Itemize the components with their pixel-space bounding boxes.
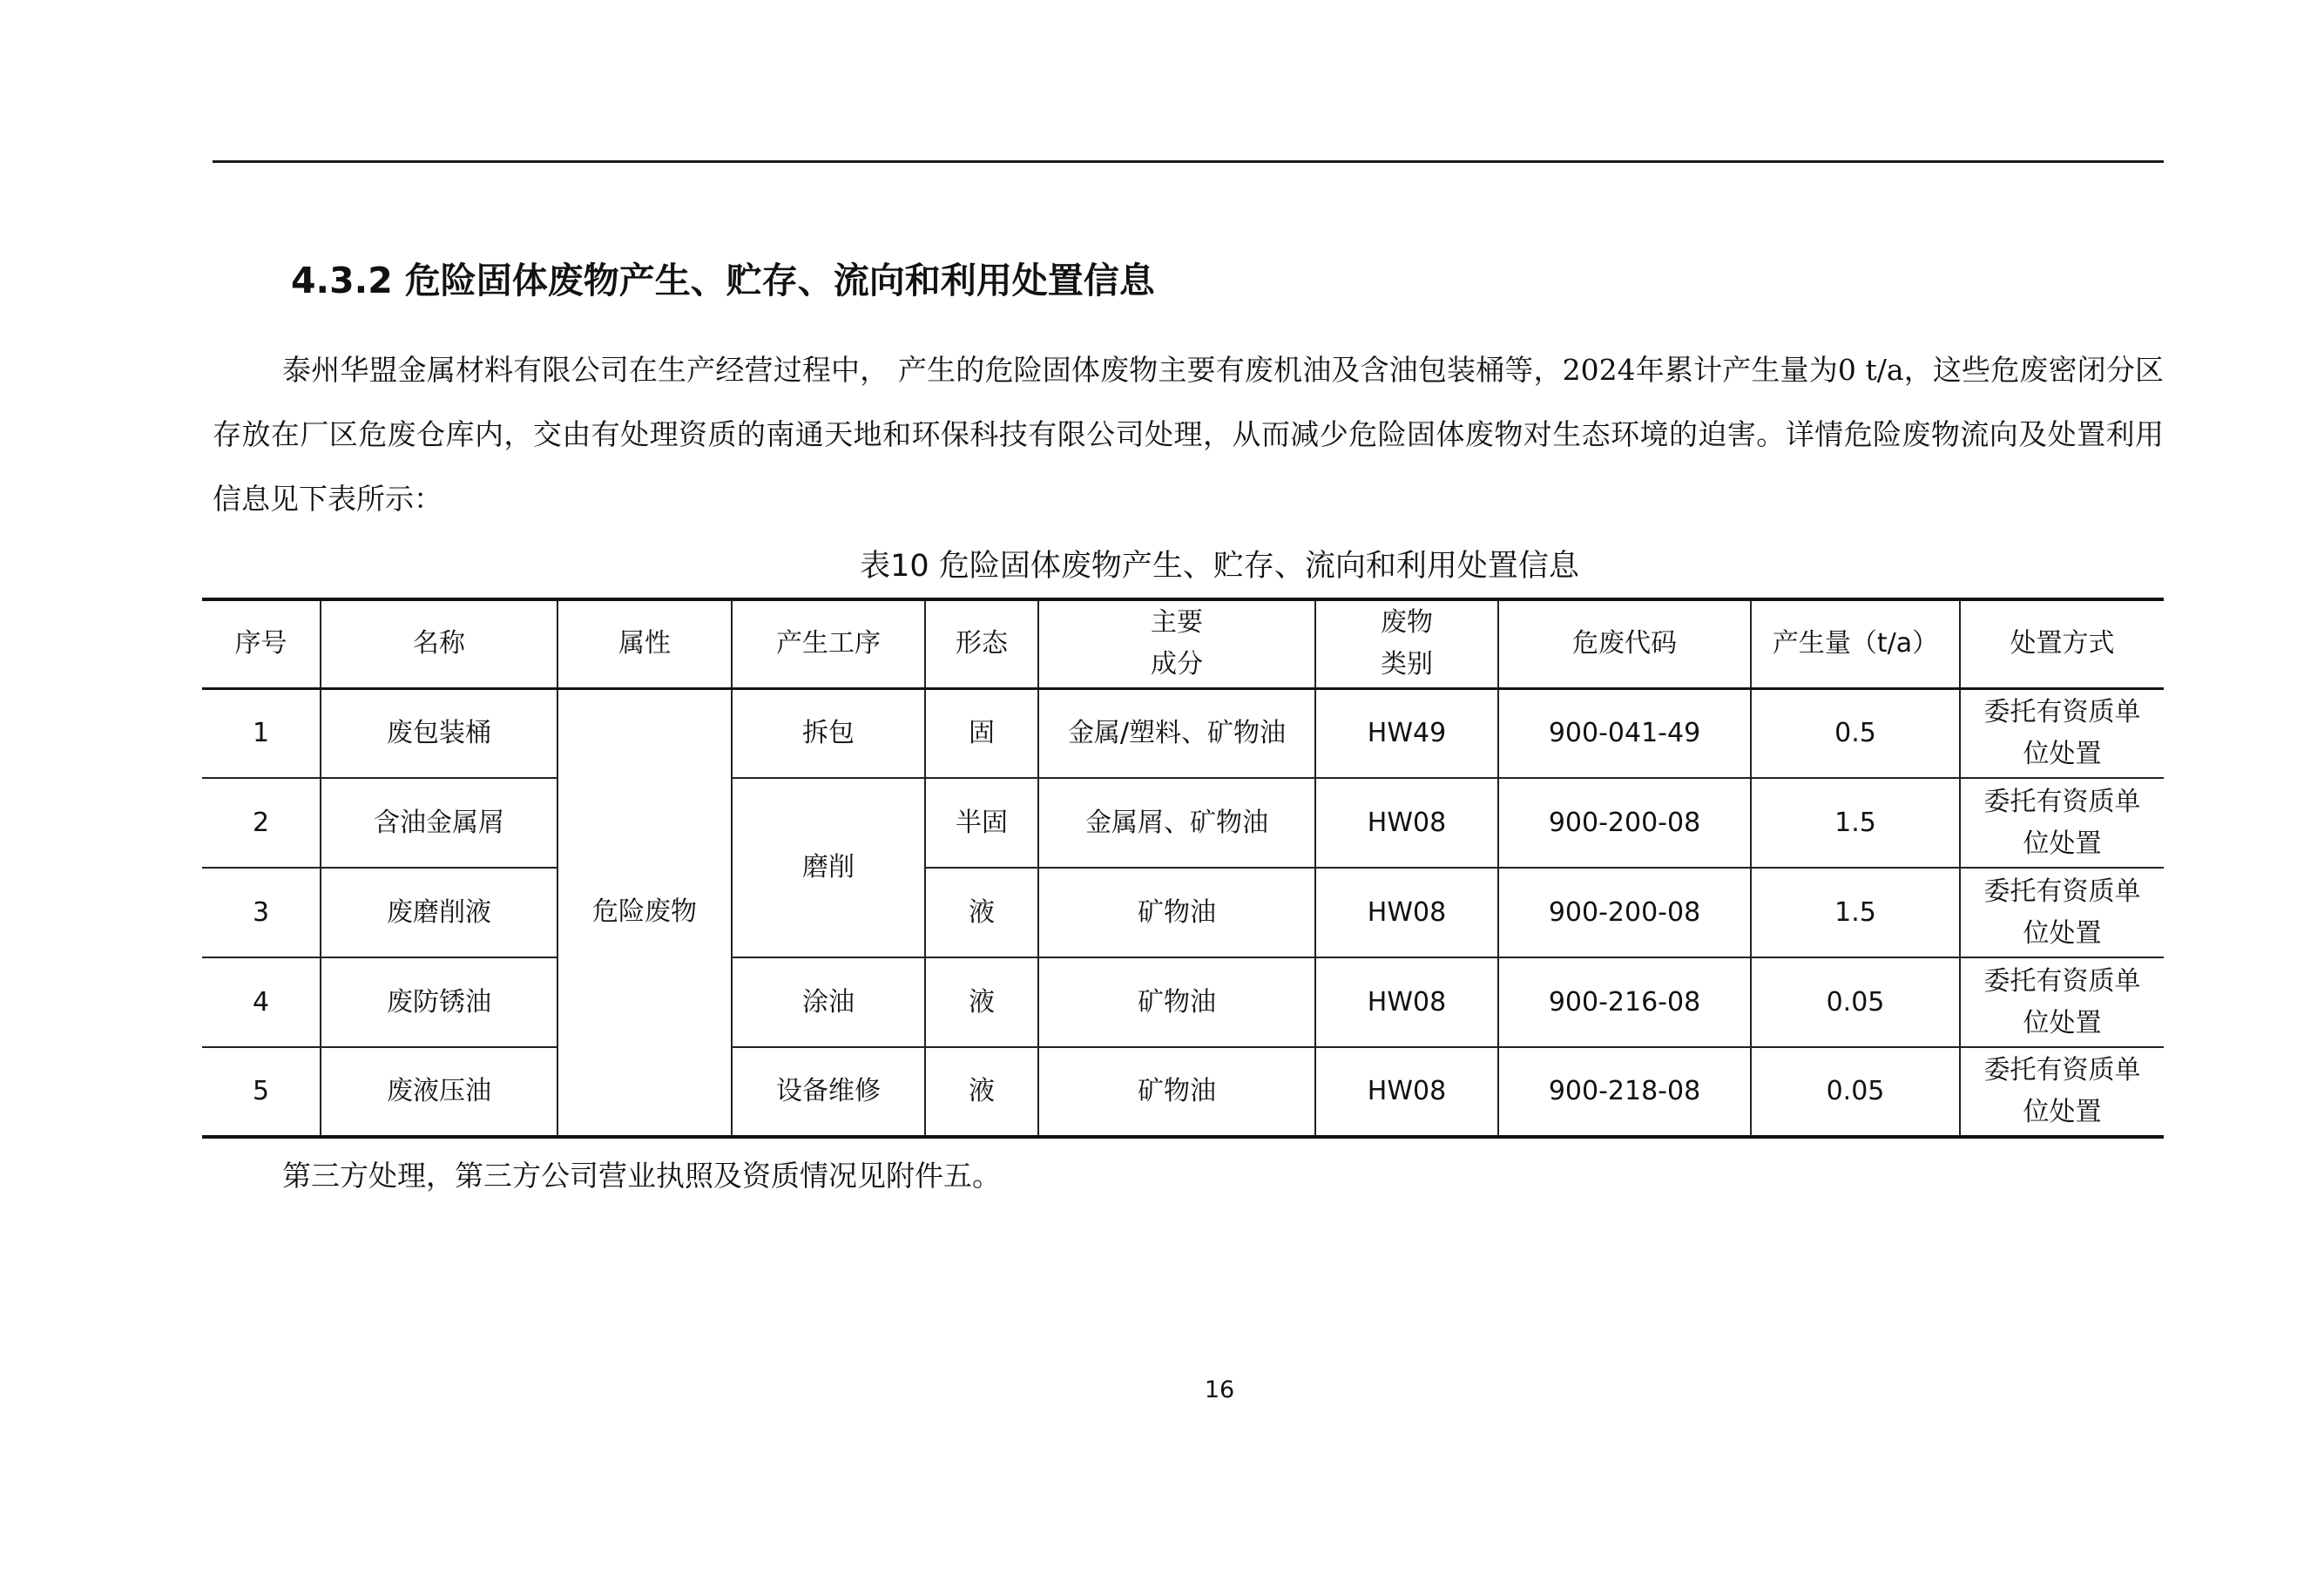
cell-amount: 0.5 [1751,688,1960,778]
cell-disposal [1960,688,2164,778]
cell-amount: 1.5 [1751,778,1960,868]
cell-form: 液 [925,957,1038,1047]
header-index: 序号 [202,599,321,688]
cell-process: 涂油 [732,957,925,1047]
cell-form: 液 [925,1047,1038,1137]
cell-disposal-line-2: 位处置 [2023,1007,2102,1038]
cell-code: 900-200-08 [1498,868,1751,957]
cell-disposal-line-1: 委托有资质单 [1983,1055,2141,1085]
cell-disposal-line-1: 委托有资质单 [1983,965,2141,997]
header-category [1315,599,1498,688]
cell-index: 1 [202,688,321,778]
header-code: 危废代码 [1498,599,1751,688]
cell-code: 900-216-08 [1498,957,1751,1047]
header-name: 名称 [321,599,557,688]
section-title: 危险固体废物产生、贮存、流向和利用处置信息 [404,260,1155,301]
cell-disposal-line-2: 位处置 [2023,738,2102,769]
cell-category: HW08 [1315,868,1498,957]
page-number: 16 [1204,1376,1235,1403]
cell-component: 金属/塑料、矿物油 [1038,688,1315,778]
cell-process: 设备维修 [732,1047,925,1137]
cell-index: 5 [202,1047,321,1137]
table-row [202,957,2164,1047]
cell-disposal-line-1: 委托有资质单 [1983,786,2141,817]
header-component-line-1: 主要 [1151,607,1203,639]
cell-component: 矿物油 [1038,868,1315,957]
cell-name: 废液压油 [321,1047,557,1137]
cell-form: 固 [925,688,1038,778]
cell-disposal-line-2: 位处置 [2023,828,2102,859]
cell-name: 含油金属屑 [321,778,557,868]
cell-name: 废磨削液 [321,868,557,957]
section-number: 4.3.2 [291,260,393,301]
cell-category: HW08 [1315,1047,1498,1137]
cell-code: 900-041-49 [1498,688,1751,778]
cell-code: 900-218-08 [1498,1047,1751,1137]
header-amount: 产生量（t/a） [1751,599,1960,688]
cell-category: HW08 [1315,778,1498,868]
cell-category: HW08 [1315,957,1498,1047]
cell-component: 金属屑、矿物油 [1038,778,1315,868]
table-row [202,1047,2164,1137]
body-paragraph: 泰州华盟金属材料有限公司在生产经营过程中， 产生的危险固体废物主要有废机油及含油包装桶等，2024年累计产生量为0 t/a，这些危废密闭分区存放在厂区危废仓库内，交由有处理资质的南通天地和环保科技有限公司处理，从而减少危险固体废物对生态环境的迫害。详情危险废物流向及处置利用信息见下表所示： [213,353,2164,516]
header-process: 产生工序 [732,599,925,688]
cell-disposal [1960,868,2164,957]
header-category-line-2: 类别 [1381,649,1433,680]
cell-disposal [1960,1047,2164,1137]
table-row [202,778,2164,868]
header-disposal: 处置方式 [1960,599,2164,688]
cell-form: 液 [925,868,1038,957]
table-footnote: 第三方处理，第三方公司营业执照及资质情况见附件五。 [282,1159,1001,1193]
cell-name: 废包装桶 [321,688,557,778]
cell-attribute: 危险废物 [557,688,732,1137]
cell-disposal [1960,957,2164,1047]
section-heading [291,254,1155,307]
cell-amount: 0.05 [1751,957,1960,1047]
table-row [202,868,2164,957]
cell-amount: 1.5 [1751,868,1960,957]
cell-code: 900-200-08 [1498,778,1751,868]
cell-disposal-line-1: 委托有资质单 [1983,696,2141,727]
cell-index: 2 [202,778,321,868]
cell-process: 拆包 [732,688,925,778]
cell-name: 废防锈油 [321,957,557,1047]
cell-index: 4 [202,957,321,1047]
cell-category: HW49 [1315,688,1498,778]
header-rule [213,160,2164,163]
cell-disposal-line-2: 位处置 [2023,917,2102,949]
cell-disposal-line-1: 委托有资质单 [1983,876,2141,907]
table-header-row [202,599,2164,688]
header-component [1038,599,1315,688]
cell-component: 矿物油 [1038,1047,1315,1137]
header-form: 形态 [925,599,1038,688]
cell-amount: 0.05 [1751,1047,1960,1137]
header-category-line-1: 废物 [1381,607,1433,639]
cell-form: 半固 [925,778,1038,868]
hazardous-waste-table [202,598,2164,1139]
header-component-line-2: 成分 [1151,649,1203,680]
cell-disposal-line-2: 位处置 [2023,1097,2102,1127]
table-row [202,688,2164,778]
cell-component: 矿物油 [1038,957,1315,1047]
cell-index: 3 [202,868,321,957]
table-caption: 表10 危险固体废物产生、贮存、流向和利用处置信息 [860,549,1579,584]
header-attribute: 属性 [557,599,732,688]
cell-disposal [1960,778,2164,868]
cell-process: 磨削 [732,778,925,957]
